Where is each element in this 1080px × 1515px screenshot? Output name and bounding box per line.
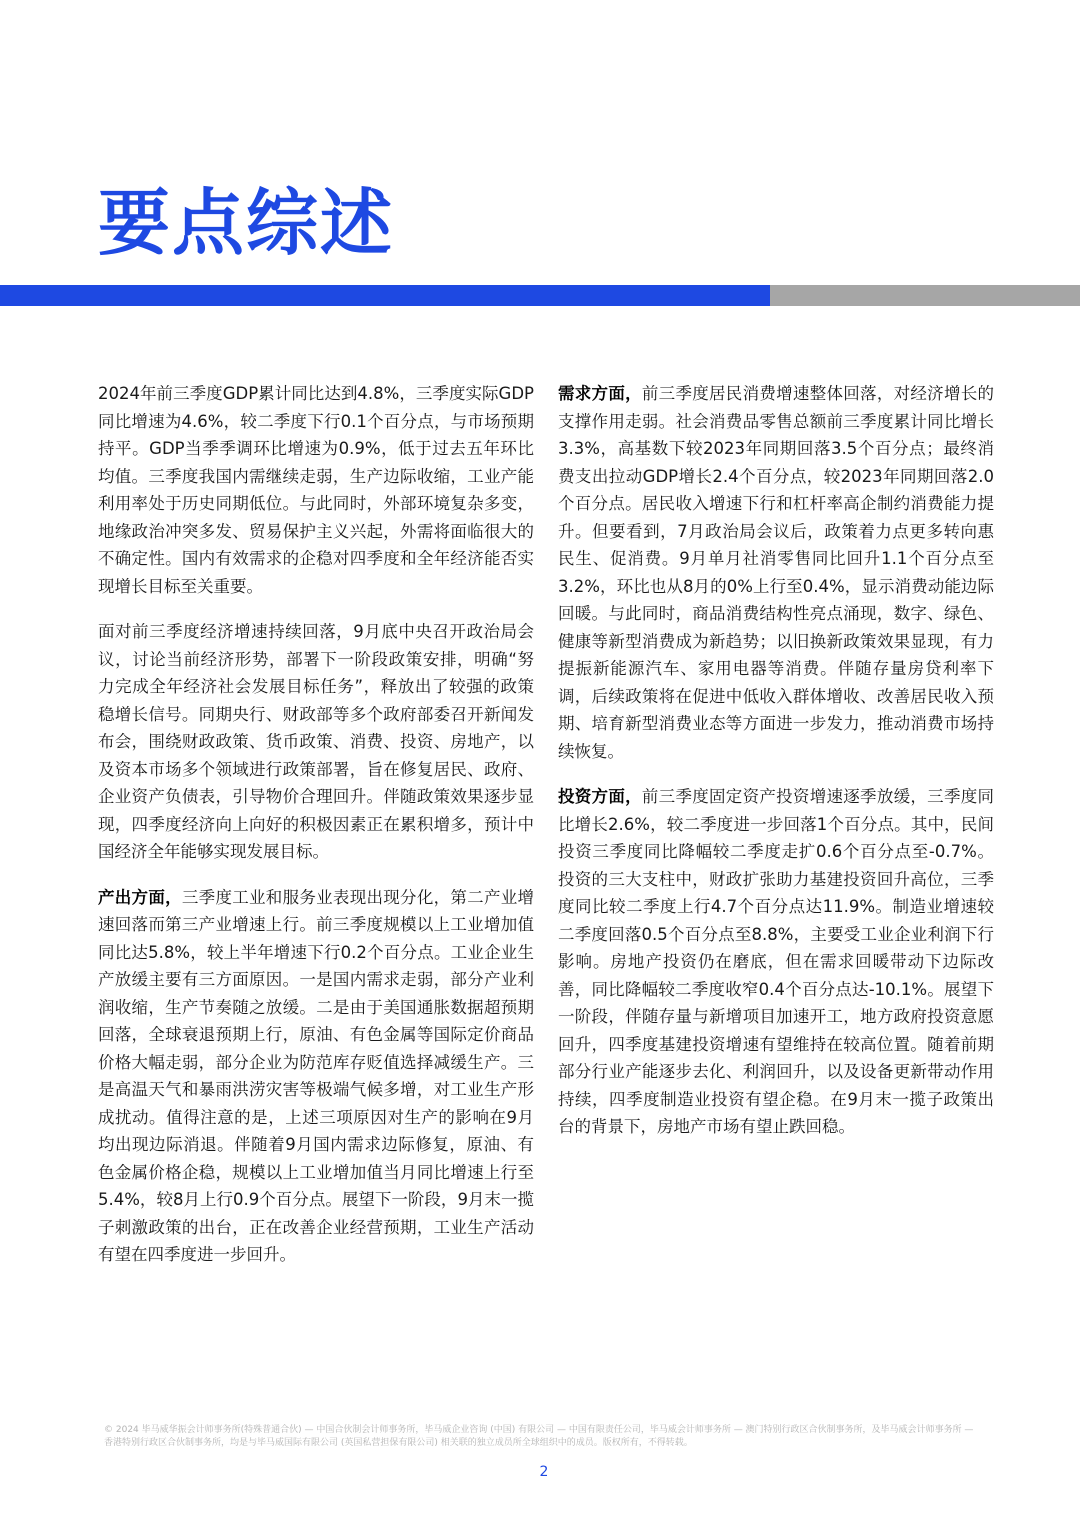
paragraph-gdp-overview: 2024年前三季度GDP累计同比达到4.8%，三季度实际GDP同比增速为4.6%，较二季度下行0.1个百分点，与市场预期持平。GDP当季季调环比增速为0.9%，低于过去五年环比均值。三季度我国内需继续走弱，生产边际收缩，工业产能利用率处于历史同期低位。与此同时，外部环境复杂多变，地缘政治冲突多发、贸易保护主义兴起，外需将面临很大的不确定性。国内有效需求的企稳对四季度和全年经济能否实现增长目标至关重要。 [98, 384, 534, 596]
page-title: 要点综述 [98, 181, 395, 265]
paragraph-investment [558, 783, 994, 1141]
paragraph-output [98, 884, 534, 1269]
page-number: 2 [539, 1464, 549, 1480]
paragraph-demand-lead: 需求方面， [558, 384, 642, 403]
header-band-blue [0, 285, 770, 306]
paragraph-output-lead: 产出方面， [98, 887, 182, 907]
paragraph-policy-response: 面对前三季度经济增速持续回落，9月底中央召开政治局会议，讨论当前经济形势，部署下一阶段政策安排，明确“努力完成全年经济社会发展目标任务”，释放出了较强的政策稳增长信号。同期央行、财政部等多个政府部委召开新闻发布会，围绕财政政策、货币政策、消费、投资、房地产，以及资本市场多个领域进行政策部署，旨在修复居民、政府、企业资产负债表，引导物价合理回升。伴随政策效果逐步显现，四季度经济向上向好的积极因素正在累积增多，预计中国经济全年能够实现发展目标。 [98, 622, 534, 861]
header-band [0, 285, 1080, 306]
right-column [558, 380, 994, 1159]
footer-copyright: © 2024 毕马威华振会计师事务所(特殊普通合伙) — 中国合伙制会计师事务所，毕马威企业咨询 (中国) 有限公司 — 中国有限责任公司，毕马威会计师事务所 — 澳门特别行政区合伙制事务所，及毕马威会计师事务所 — 香港特别行政区合伙制事务所，均是与毕马威国际有限公司 (英国私营担保有限公司) 相关联的独立成员所全球组织中的成员。版权所有，不得转载。 [104, 1425, 974, 1448]
paragraph-investment-body: 前三季度固定资产投资增速逐季放缓，三季度同比增长2.6%，较二季度进一步回落1个百分点。其中，民间投资三季度同比降幅较二季度走扩0.6个百分点至-0.7%。投资的三大支柱中，财政扩张助力基建投资回升高位，三季度同比较二季度上行4.7个百分点达11.9%。制造业增速较二季度回落0.5个百分点至8.8%，主要受工业企业利润下行影响。房地产投资仍在磨底，但在需求回暖带动下边际改善，同比降幅较二季度收窄0.4个百分点达-10.1%。展望下一阶段，伴随存量与新增项目加速开工，地方政府投资意愿回升，四季度基建投资增速有望维持在较高位置。随着前期部分行业产能逐步去化、利润回升，以及设备更新带动作用持续，四季度制造业投资有望企稳。在9月末一揽子政策出台的背景下，房地产市场有望止跌回稳。 [558, 787, 995, 1136]
paragraph-demand-body: 前三季度居民消费增速整体回落，对经济增长的支撑作用走弱。社会消费品零售总额前三季度累计同比增长3.3%，高基数下较2023年同期回落3.5个百分点；最终消费支出拉动GDP增长2.4个百分点，较2023年同期回落2.0个百分点。居民收入增速下行和杠杆率高企制约消费能力提升。但要看到，7月政治局会议后，政策着力点更多转向惠民生、促消费。9月单月社消零售同比回升1.1个百分点至3.2%，环比也从8月的0%上行至0.4%，显示消费动能边际回暖。与此同时，商品消费结构性亮点涌现，数字、绿色、健康等新型消费成为新趋势；以旧换新政策效果显现，有力提振新能源汽车、家用电器等消费。伴随存量房贷利率下调，后续政策将在促进中低收入群体增收、改善居民收入预期、培育新型消费业态等方面进一步发力，推动消费市场持续恢复。 [558, 384, 995, 761]
paragraph-output-body: 三季度工业和服务业表现出现分化，第二产业增速回落而第三产业增速上行。前三季度规模以上工业增加值同比达5.8%，较上半年增速下行0.2个百分点。工业企业生产放缓主要有三方面原因。一是国内需求走弱，部分产业利润收缩，生产节奏随之放缓。二是由于美国通胀数据超预期回落，全球衰退预期上行，原油、有色金属等国际定价商品价格大幅走弱，部分企业为防范库存贬值选择减缓生产。三是高温天气和暴雨洪涝灾害等极端气候多增，对工业生产形成扰动。值得注意的是，上述三项原因对生产的影响在9月均出现边际消退。伴随着9月国内需求边际修复，原油、有色金属价格企稳，规模以上工业增加值当月同比增速上行至5.4%，较8月上行0.9个百分点。展望下一阶段，9月末一揽子刺激政策的出台，正在改善企业经营预期，工业生产活动有望在四季度进一步回升。 [98, 887, 535, 1264]
left-column [98, 380, 534, 1287]
paragraph-demand [558, 380, 994, 765]
paragraph-investment-lead: 投资方面， [558, 787, 642, 806]
header-band-grey [770, 285, 1080, 306]
